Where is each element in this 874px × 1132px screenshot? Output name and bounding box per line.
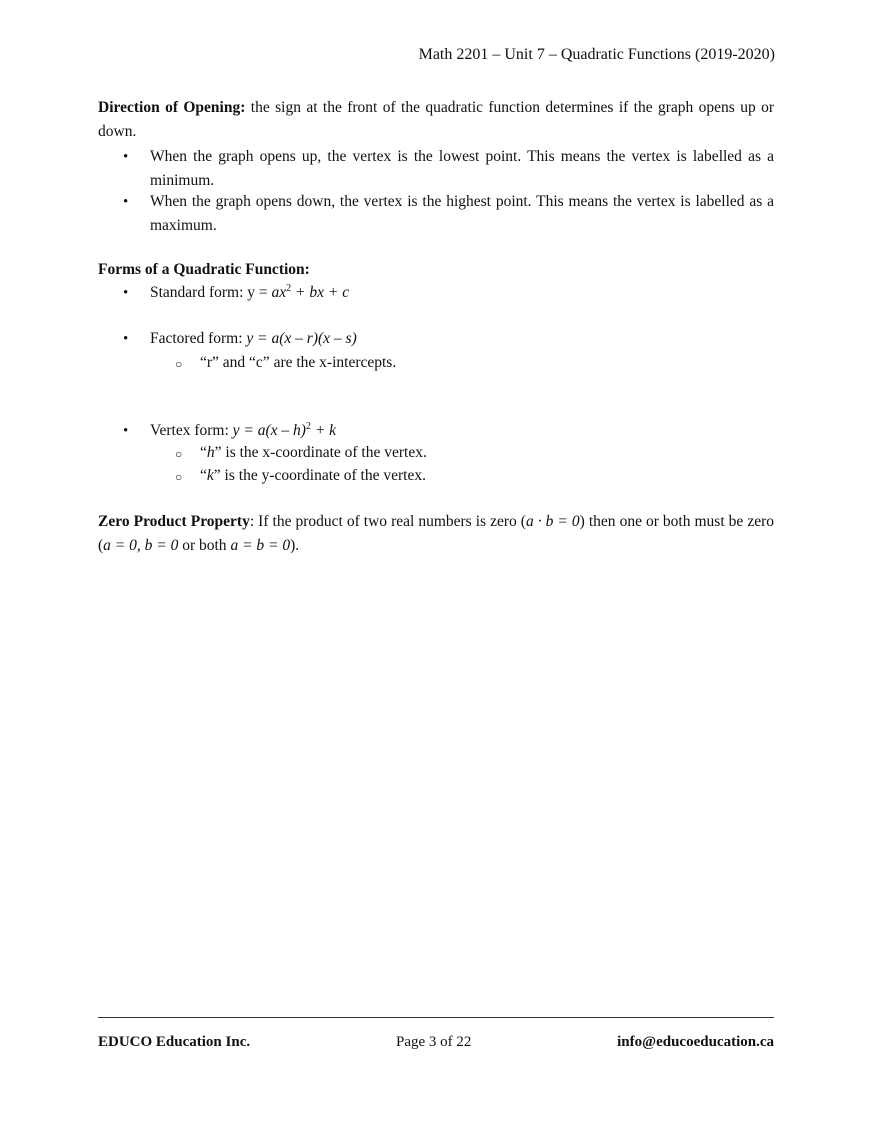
vertex-form-item bbox=[98, 419, 774, 443]
bullet-icon: • bbox=[123, 423, 129, 439]
factored-form-formula: y = a(x – r)(x – s) bbox=[246, 330, 357, 347]
vertex-form-label: Vertex form: bbox=[150, 422, 233, 439]
forms-heading: Forms of a Quadratic Function: bbox=[98, 261, 310, 278]
footer-page-number: Page 3 of 22 bbox=[396, 1034, 472, 1050]
standard-form-text bbox=[150, 281, 774, 305]
standard-form-rest: + bx + c bbox=[291, 284, 350, 301]
factored-form-label: Factored form: bbox=[150, 330, 247, 347]
factored-form-text bbox=[150, 327, 774, 351]
close-quote: ” bbox=[213, 467, 221, 484]
factored-form-note bbox=[98, 351, 774, 375]
factored-note-text: “r” and “c” are the x-intercepts. bbox=[200, 354, 397, 371]
var-k: k bbox=[206, 467, 214, 484]
vertex-note-h bbox=[98, 441, 774, 465]
bullet-text: When the graph opens down, the vertex is the highest point. This means the vertex is labelled as a maximum. bbox=[150, 193, 774, 234]
vertex-form-formula-a: y = a(x – h) bbox=[232, 422, 306, 439]
open-quote: “ bbox=[200, 467, 207, 484]
standard-form-label: Standard form: y = bbox=[150, 284, 272, 301]
vertex-note-k bbox=[98, 464, 774, 488]
zero-product-paragraph bbox=[98, 510, 774, 558]
footer-divider bbox=[98, 1017, 774, 1018]
direction-bullet-2 bbox=[98, 190, 774, 238]
standard-form-ax: ax bbox=[271, 284, 287, 301]
sub-bullet-icon: ○ bbox=[175, 447, 183, 461]
vertex-note-h-text bbox=[200, 441, 427, 465]
close-quote: ” bbox=[214, 444, 222, 461]
note-text: is the x-coordinate of the vertex. bbox=[221, 444, 427, 461]
bullet-icon: • bbox=[123, 331, 129, 347]
vertex-form-exponent: 2 bbox=[305, 421, 311, 432]
zp-math-3: a = b = 0 bbox=[230, 537, 291, 554]
bullet-icon: • bbox=[123, 149, 129, 165]
page-header: Math 2201 – Unit 7 – Quadratic Functions (2019-2020) bbox=[418, 46, 775, 63]
zp-text-4: ). bbox=[290, 537, 300, 554]
zero-product-heading: Zero Product Property bbox=[98, 513, 250, 530]
zp-text-1: : If the product of two real numbers is zero ( bbox=[249, 513, 526, 530]
note-text: is the y-coordinate of the vertex. bbox=[220, 467, 426, 484]
zp-text-3: or both bbox=[178, 537, 231, 554]
bullet-icon: • bbox=[123, 194, 129, 210]
zp-text-2: ) then one or both must be zero ( bbox=[98, 513, 775, 554]
sub-bullet-icon: ○ bbox=[175, 470, 183, 484]
standard-form-exponent: 2 bbox=[286, 283, 292, 294]
footer-email[interactable]: info@educoeducation.ca bbox=[617, 1034, 774, 1050]
bullet-icon: • bbox=[123, 285, 129, 301]
var-h: h bbox=[206, 444, 215, 461]
direction-heading: Direction of Opening: bbox=[98, 99, 246, 116]
vertex-form-formula-b: + k bbox=[310, 422, 337, 439]
zp-math-2: a = 0, b = 0 bbox=[103, 537, 179, 554]
zp-math-1: a · b = 0 bbox=[525, 513, 580, 530]
bullet-text: When the graph opens up, the vertex is the lowest point. This means the vertex is labelled as a minimum. bbox=[150, 148, 774, 189]
standard-form-item bbox=[98, 281, 774, 305]
vertex-form-text bbox=[150, 419, 774, 443]
open-quote: “ bbox=[200, 444, 207, 461]
vertex-note-k-text bbox=[200, 464, 426, 488]
sub-bullet-icon: ○ bbox=[175, 357, 183, 371]
direction-bullet-1 bbox=[98, 145, 774, 193]
factored-form-item bbox=[98, 327, 774, 351]
footer-company: EDUCO Education Inc. bbox=[98, 1034, 251, 1050]
direction-paragraph bbox=[98, 96, 774, 144]
direction-intro: the sign at the front of the quadratic function determines if the graph opens up or down. bbox=[98, 99, 775, 140]
